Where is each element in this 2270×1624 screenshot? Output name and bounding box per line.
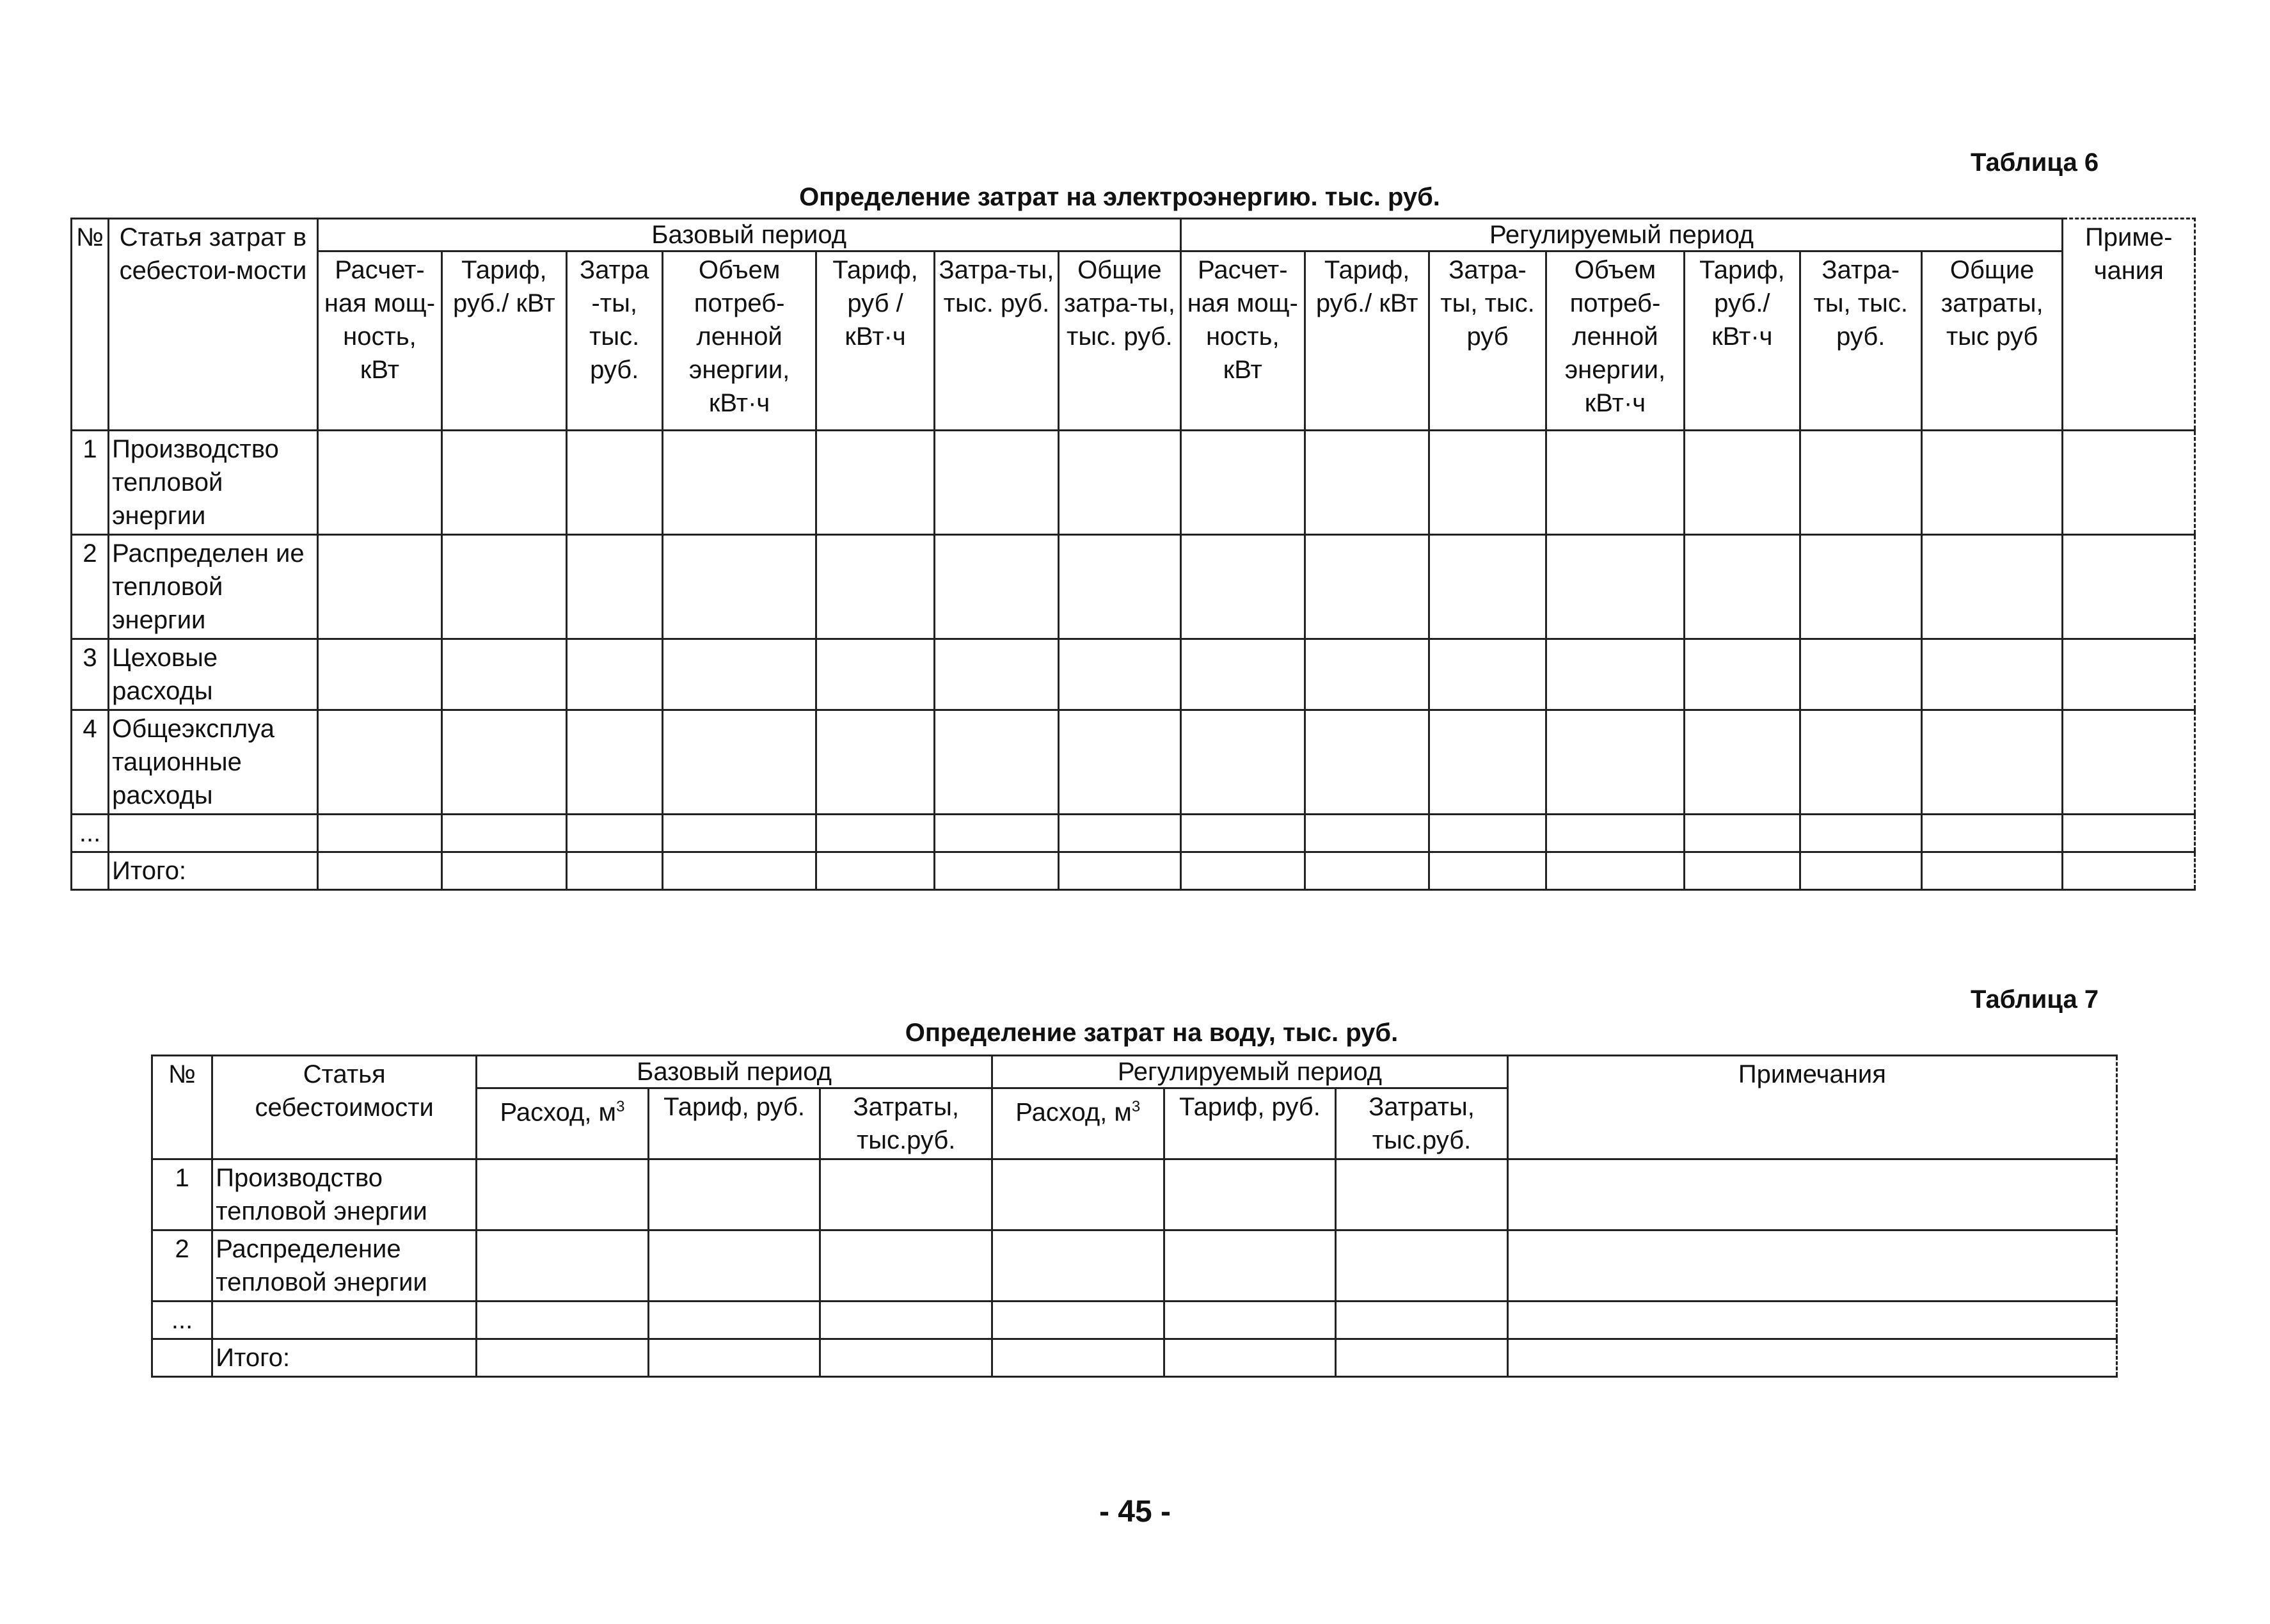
table6-cell (662, 852, 816, 890)
table6-row-item: Итого: (109, 852, 318, 890)
table6-row-no: ... (72, 815, 109, 852)
table6-cell (1921, 431, 2062, 535)
table6-cell (317, 815, 441, 852)
page-number: - 45 - (1099, 1495, 1171, 1529)
table6-cell (566, 639, 662, 710)
table6-cell (662, 535, 816, 639)
table6-cell (1180, 710, 1305, 815)
table-row (152, 1230, 2117, 1302)
table7-row-item (212, 1302, 477, 1339)
table6-cell (1429, 431, 1546, 535)
table6-cell (1921, 710, 2062, 815)
table6-reg-col-header: Затра-ты, тыс. руб (1429, 251, 1546, 431)
table6-row-no: 2 (72, 535, 109, 639)
table7-cell (1164, 1339, 1336, 1377)
table6-cell (1800, 852, 1921, 890)
table6-cell (816, 431, 934, 535)
table6-cell (317, 710, 441, 815)
table6-cell (1546, 535, 1684, 639)
table6-cell (1546, 815, 1684, 852)
table6-cell (1059, 535, 1180, 639)
table7-group-base: Базовый период (477, 1056, 992, 1088)
table6-cell (1305, 535, 1429, 639)
table6-cell (1059, 852, 1180, 890)
table6-cell (1685, 535, 1800, 639)
table7-cell (1336, 1302, 1508, 1339)
table6-cell (816, 815, 934, 852)
table7-col-header-text: Тариф, руб. (1179, 1093, 1321, 1121)
table6-row-no: 3 (72, 639, 109, 710)
table7-row-item: Производство тепловой энергии (212, 1159, 477, 1230)
table7-header-row-1 (152, 1056, 2117, 1088)
table7-col-header (992, 1088, 1164, 1159)
table6-cell (1800, 815, 1921, 852)
table6-cell (1305, 639, 1429, 710)
table-row (72, 431, 2195, 535)
table7-row-no: ... (152, 1302, 212, 1339)
table7-cell (477, 1302, 649, 1339)
table6-cell (1059, 431, 1180, 535)
table6-base-col-header: Тариф, руб./ кВт (442, 251, 566, 431)
table7-cell (1164, 1230, 1336, 1302)
table7-label: Таблица 7 (1971, 985, 2099, 1014)
table6-cell (2063, 852, 2195, 890)
table7-col-header-sup: 3 (1131, 1098, 1141, 1115)
table6-cell (442, 815, 566, 852)
table6-cell (816, 639, 934, 710)
table6-cell (1180, 852, 1305, 890)
table6-base-col-header: Объем потреб-ленной энергии, кВт·ч (662, 251, 816, 431)
table6-cell (566, 535, 662, 639)
table6-base-col-header: Затра-ты, тыс. руб. (934, 251, 1058, 431)
table6-base-col-header: Затра -ты, тыс. руб. (566, 251, 662, 431)
table7-cell (1336, 1339, 1508, 1377)
table6-cell (566, 852, 662, 890)
table7-col-item: Статья себестоимости (212, 1056, 477, 1159)
table6-row-item: Производство тепловой энергии (109, 431, 318, 535)
table6-cell (662, 639, 816, 710)
table6-cell (1800, 535, 1921, 639)
table6-reg-col-header: Общие затраты, тыс руб (1921, 251, 2062, 431)
table6-caption: Определение затрат на электроэнергию. тыс. руб. (799, 183, 1440, 211)
table6-cell (816, 535, 934, 639)
table7-cell (992, 1302, 1164, 1339)
table7-cell (1507, 1339, 2116, 1377)
table6-cell (1546, 639, 1684, 710)
table6-cell (1180, 639, 1305, 710)
table6-col-item: Статья затрат в себестои-мости (109, 219, 318, 431)
table6-col-notes: Приме-чания (2063, 219, 2195, 431)
table6-cell (934, 535, 1058, 639)
table6-cell (1180, 431, 1305, 535)
table7-cell (1336, 1159, 1508, 1230)
table7-col-header-text: Затраты, тыс.руб. (1369, 1093, 1475, 1154)
table6-header-row-1 (72, 219, 2195, 251)
table6-row-no (72, 852, 109, 890)
table6-cell (566, 815, 662, 852)
table7-col-header (477, 1088, 649, 1159)
table6-cell (317, 535, 441, 639)
table6-cell (662, 710, 816, 815)
table6-row-item: Общеэксплуа тационные расходы (109, 710, 318, 815)
table6-header-row-2 (72, 251, 2195, 431)
table6-cell (317, 431, 441, 535)
table7-cell (648, 1159, 820, 1230)
table7-col-header-text: Затраты, тыс.руб. (853, 1093, 959, 1154)
table6-reg-col-header: Тариф, руб./ кВт (1305, 251, 1429, 431)
table7-row-no (152, 1339, 212, 1377)
table6-cell (1921, 535, 2062, 639)
table6-reg-col-header: Объем потреб-ленной энергии, кВт·ч (1546, 251, 1684, 431)
table7-cell (1164, 1159, 1336, 1230)
table6-cell (1546, 710, 1684, 815)
table6-cell (566, 431, 662, 535)
table6-row-no: 4 (72, 710, 109, 815)
table6-cell (1685, 431, 1800, 535)
table7-row-item: Распределение тепловой энергии (212, 1230, 477, 1302)
table6-cell (2063, 710, 2195, 815)
table6-base-col-header: Тариф, руб / кВт·ч (816, 251, 934, 431)
table7-cell (1164, 1302, 1336, 1339)
table6-reg-col-header: Тариф, руб./ кВт·ч (1685, 251, 1800, 431)
table6-cell (1921, 815, 2062, 852)
table6-cell (2063, 535, 2195, 639)
table6-col-no: № (72, 219, 109, 431)
table6-cell (662, 815, 816, 852)
table6-cell (442, 852, 566, 890)
table6-cell (1305, 815, 1429, 852)
table7-cell (1507, 1302, 2116, 1339)
table7-cell (477, 1159, 649, 1230)
table7-col-header (1336, 1088, 1508, 1159)
table7 (151, 1055, 2118, 1378)
table6-group-reg: Регулируемый период (1180, 219, 2063, 251)
table7-cell (477, 1339, 649, 1377)
table7-row-item: Итого: (212, 1339, 477, 1377)
table6-cell (934, 710, 1058, 815)
table6-cell (1800, 639, 1921, 710)
table6-cell (1429, 535, 1546, 639)
table7-cell (1336, 1230, 1508, 1302)
table6-cell (1546, 852, 1684, 890)
table7-col-header (1164, 1088, 1336, 1159)
table6-cell (934, 639, 1058, 710)
table6-cell (816, 710, 934, 815)
table6-label: Таблица 6 (1971, 148, 2099, 177)
table6-cell (2063, 639, 2195, 710)
table7-cell (648, 1339, 820, 1377)
table6-cell (1305, 710, 1429, 815)
table6-cell (317, 639, 441, 710)
table6-cell (662, 431, 816, 535)
table7-col-no: № (152, 1056, 212, 1159)
table7-col-header-text: Расход, м (1015, 1098, 1132, 1127)
table7-col-header (648, 1088, 820, 1159)
table6-cell (934, 815, 1058, 852)
table-row (152, 1159, 2117, 1230)
table6-cell (1685, 852, 1800, 890)
table-row (152, 1302, 2117, 1339)
table6 (70, 218, 2196, 891)
table-row (72, 852, 2195, 890)
table7-cell (820, 1230, 992, 1302)
table7-cell (477, 1230, 649, 1302)
table6-cell (934, 431, 1058, 535)
table-row (72, 535, 2195, 639)
table6-reg-col-header: Затра-ты, тыс. руб. (1800, 251, 1921, 431)
table7-col-header-sup: 3 (616, 1098, 625, 1115)
table6-cell (1546, 431, 1684, 535)
table7-group-reg: Регулируемый период (992, 1056, 1507, 1088)
table6-group-base: Базовый период (317, 219, 1180, 251)
table6-cell (442, 710, 566, 815)
table7-row-no: 1 (152, 1159, 212, 1230)
table6-cell (1685, 639, 1800, 710)
table6-cell (1921, 852, 2062, 890)
table-row (72, 639, 2195, 710)
table6-cell (1059, 815, 1180, 852)
table7-col-header (820, 1088, 992, 1159)
table6-cell (1685, 710, 1800, 815)
table-row (152, 1339, 2117, 1377)
table6-cell (442, 431, 566, 535)
table7-col-header-text: Расход, м (500, 1098, 617, 1127)
table6-row-no: 1 (72, 431, 109, 535)
table6-cell (1429, 815, 1546, 852)
table6-row-item: Цеховые расходы (109, 639, 318, 710)
table6-cell (1800, 710, 1921, 815)
table7-row-no: 2 (152, 1230, 212, 1302)
table6-cell (317, 852, 441, 890)
table-row (72, 815, 2195, 852)
table6-base-col-header: Расчет-ная мощ-ность, кВт (317, 251, 441, 431)
table6-reg-col-header: Расчет-ная мощ-ность, кВт (1180, 251, 1305, 431)
table6-cell (1429, 852, 1546, 890)
table7-cell (1507, 1230, 2116, 1302)
table6-cell (1305, 852, 1429, 890)
table6-cell (1180, 535, 1305, 639)
table7-cell (992, 1230, 1164, 1302)
table7-cell (820, 1302, 992, 1339)
table7-cell (820, 1159, 992, 1230)
table6-cell (816, 852, 934, 890)
table6-cell (1800, 431, 1921, 535)
table7-col-header-text: Тариф, руб. (663, 1093, 805, 1121)
table7-cell (992, 1159, 1164, 1230)
table6-cell (442, 535, 566, 639)
table6-cell (1685, 815, 1800, 852)
table6-cell (1059, 710, 1180, 815)
table7-cell (648, 1302, 820, 1339)
table7-col-notes: Примечания (1507, 1056, 2116, 1159)
table6-cell (1921, 639, 2062, 710)
table6-base-col-header: Общие затра-ты, тыс. руб. (1059, 251, 1180, 431)
table6-cell (2063, 431, 2195, 535)
table6-cell (2063, 815, 2195, 852)
table7-cell (992, 1339, 1164, 1377)
table6-cell (1305, 431, 1429, 535)
table7-cell (648, 1230, 820, 1302)
table6-cell (566, 710, 662, 815)
table7-cell (1507, 1159, 2116, 1230)
table6-cell (1059, 639, 1180, 710)
table6-cell (1429, 710, 1546, 815)
table6-cell (442, 639, 566, 710)
table6-row-item (109, 815, 318, 852)
table6-row-item: Распределен ие тепловой энергии (109, 535, 318, 639)
table7-cell (820, 1339, 992, 1377)
table-row (72, 710, 2195, 815)
table6-cell (1429, 639, 1546, 710)
table6-cell (934, 852, 1058, 890)
table7-caption: Определение затрат на воду, тыс. руб. (905, 1019, 1399, 1047)
table6-cell (1180, 815, 1305, 852)
